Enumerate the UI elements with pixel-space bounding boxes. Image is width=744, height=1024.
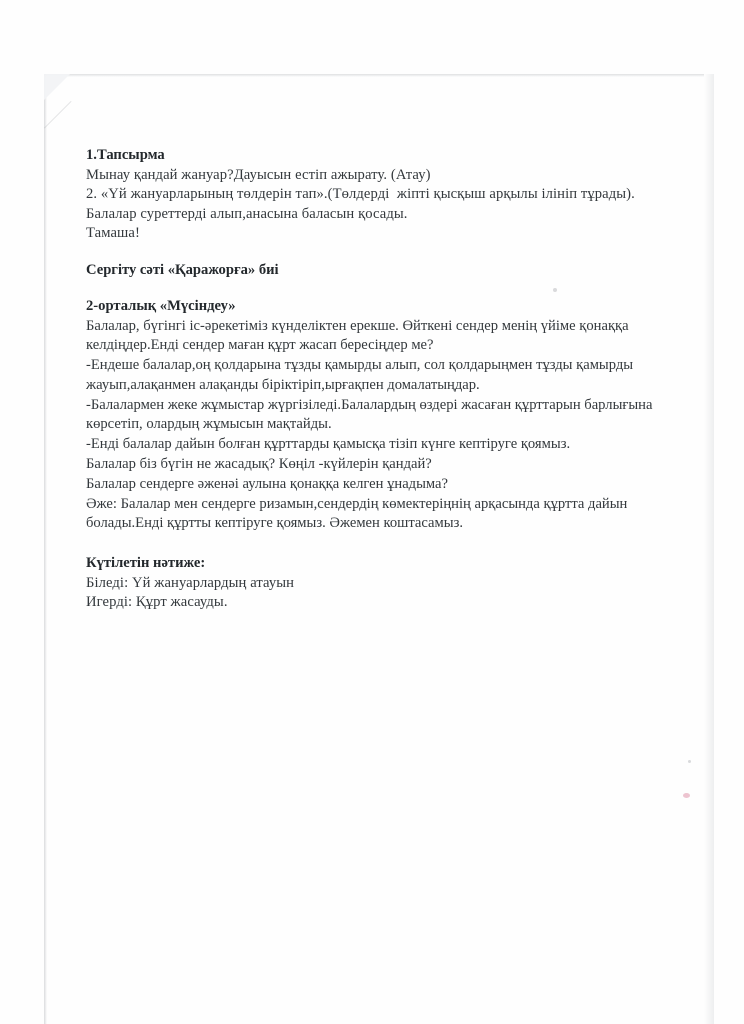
page-left-shadow	[44, 74, 47, 1024]
spacer	[86, 534, 686, 554]
section-expected-result	[86, 554, 686, 613]
section-paragraph: -Балалармен жеке жұмыстар жүргізіледі.Балалардың өздері жасаған құрттарын барлығына көрсетіп, олардың жұмысын мақтайды.	[86, 396, 653, 433]
section-line: Мынау қандай жануар?Дауысын естіп ажырату. (Атау)	[86, 166, 431, 183]
section-line: Тамаша!	[86, 225, 140, 241]
section-line: Біледі: Үй жануарлардың атауын	[86, 574, 295, 591]
section-paragraph: -Ендеше балалар,оң қолдарына тұзды қамырды алып, сол қолдарыңмен тұзды қамырды жауып,алақанмен алақанды біріктіріп,ырғақпен домалатыңдар.	[86, 357, 634, 393]
section-paragraph: -Енді балалар дайын болған құрттарды қамысқа тізіп күнге кептіруге қоямыз.	[86, 436, 571, 453]
spacer	[86, 280, 686, 297]
section-line: Балалар суреттерді алып,анасына баласын қосады.	[86, 205, 408, 222]
section-task-1	[86, 146, 686, 244]
section-heading: 2-орталық «Мүсіндеу»	[86, 298, 236, 314]
page-right-shadow	[704, 74, 714, 1024]
section-sergitu	[86, 261, 686, 281]
section-line: Игерді: Құрт жасауды.	[86, 594, 228, 611]
section-paragraph: Балалар, бүгінгі іс-әрекетіміз күнделіктен ерекше. Өйткені сендер менің үйіме қонаққа келдіңдер.Енді сендер маған құрт жасап бересіңдер ме?	[86, 317, 629, 354]
section-heading: 1.Тапсырма	[86, 147, 165, 163]
scan-speck	[688, 760, 691, 763]
section-line: 2. «Үй жануарларының төлдерін тап».(Төлдерді жіпті қысқыш арқылы ілініп тұрады).	[86, 186, 635, 202]
scan-speck-pink	[683, 793, 690, 798]
section-paragraph: Әже: Балалар мен сендерге ризамын,сендердің көмектеріңнің арқасында құртта дайын болады.Енді құртты кептіруге қоямыз. Әжемен коштасамыз.	[86, 495, 628, 532]
document-body	[86, 146, 686, 613]
section-paragraph: Балалар сендерге әженәі аулына қонаққа келген ұнадыма?	[86, 475, 448, 492]
section-paragraph: Балалар біз бүгін не жасадық? Көңіл -күйлерін қандай?	[86, 456, 432, 473]
section-heading: Сергіту сәті «Қаражорға» биі	[86, 261, 279, 278]
section-heading: Күтілетін нәтиже:	[86, 555, 206, 572]
spacer	[86, 244, 686, 261]
section-center-2	[86, 297, 686, 534]
page-top-shadow	[44, 74, 704, 77]
